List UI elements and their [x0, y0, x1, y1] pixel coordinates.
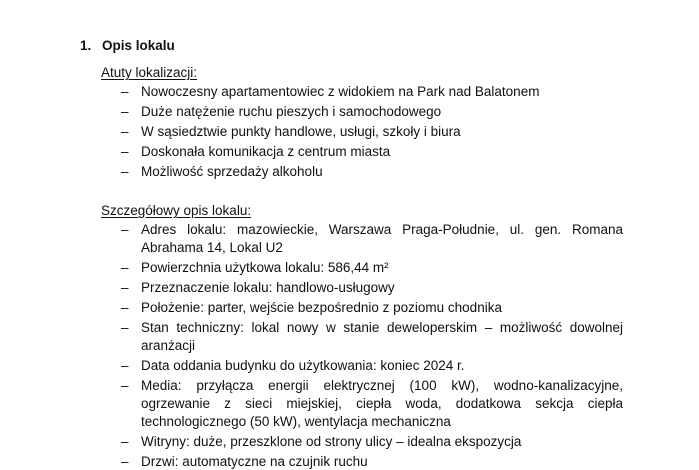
list-item-text: Doskonała komunikacja z centrum miasta	[141, 144, 391, 159]
list-item	[121, 433, 623, 451]
list-item-text: Witryny: duże, przeszklone od strony ulicy – idealna ekspozycja	[141, 434, 522, 449]
list-item	[121, 453, 623, 470]
bullet-dash: –	[121, 454, 129, 469]
bullet-dash: –	[121, 124, 129, 139]
list-item	[121, 163, 623, 181]
bullet-dash: –	[121, 260, 129, 275]
atuty-list	[121, 83, 623, 183]
list-item-text: Adres lokalu: mazowieckie, Warszawa Praga-Południe, ul. gen. Romana Abrahama 14, Lokal U2	[141, 222, 623, 255]
list-item-text: Możliwość sprzedaży alkoholu	[141, 164, 323, 179]
section-title: Opis lokalu	[102, 38, 175, 53]
bullet-dash: –	[121, 300, 129, 315]
section-heading	[80, 37, 175, 55]
list-item-text: Przeznaczenie lokalu: handlowo-usługowy	[141, 280, 395, 295]
bullet-dash: –	[121, 358, 129, 373]
list-item	[121, 221, 623, 257]
list-item	[121, 123, 623, 141]
list-item-text: Położenie: parter, wejście bezpośrednio z poziomu chodnika	[141, 300, 502, 315]
list-item	[121, 143, 623, 161]
bullet-dash: –	[121, 378, 129, 393]
list-item	[121, 357, 623, 375]
bullet-dash: –	[121, 222, 129, 237]
bullet-dash: –	[121, 84, 129, 99]
list-item-text: Powierzchnia użytkowa lokalu: 586,44 m²	[141, 260, 389, 275]
list-item	[121, 103, 623, 121]
bullet-dash: –	[121, 164, 129, 179]
list-item-text: W sąsiedztwie punkty handlowe, usługi, szkoły i biura	[141, 124, 461, 139]
list-item-text: Stan techniczny: lokal nowy w stanie deweloperskim – możliwość dowolnej aranżacji	[141, 320, 623, 353]
bullet-dash: –	[121, 280, 129, 295]
list-item-text: Data oddania budynku do użytkowania: koniec 2024 r.	[141, 358, 465, 373]
list-item-text: Drzwi: automatyczne na czujnik ruchu	[141, 454, 368, 469]
list-item	[121, 319, 623, 355]
atuty-heading: Atuty lokalizacji:	[101, 65, 198, 80]
section-number: 1.	[80, 38, 92, 53]
list-item	[121, 279, 623, 297]
list-item	[121, 377, 623, 431]
list-item-text: Media: przyłącza energii elektrycznej (100 kW), wodno-kanalizacyjne, ogrzewanie z sieci miejskiej, ciepła woda, dodatkowa sekcja ciepła technologicznego (50 kW), wentylacja mechaniczna	[141, 378, 623, 429]
list-item-text: Nowoczesny apartamentowiec z widokiem na Park nad Balatonem	[141, 84, 540, 99]
list-item	[121, 83, 623, 101]
bullet-dash: –	[121, 144, 129, 159]
details-list	[121, 221, 623, 470]
list-item	[121, 299, 623, 317]
bullet-dash: –	[121, 320, 129, 335]
bullet-dash: –	[121, 434, 129, 449]
details-heading: Szczegółowy opis lokalu:	[101, 203, 252, 218]
list-item-text: Duże natężenie ruchu pieszych i samochodowego	[141, 104, 442, 119]
list-item	[121, 259, 623, 277]
bullet-dash: –	[121, 104, 129, 119]
